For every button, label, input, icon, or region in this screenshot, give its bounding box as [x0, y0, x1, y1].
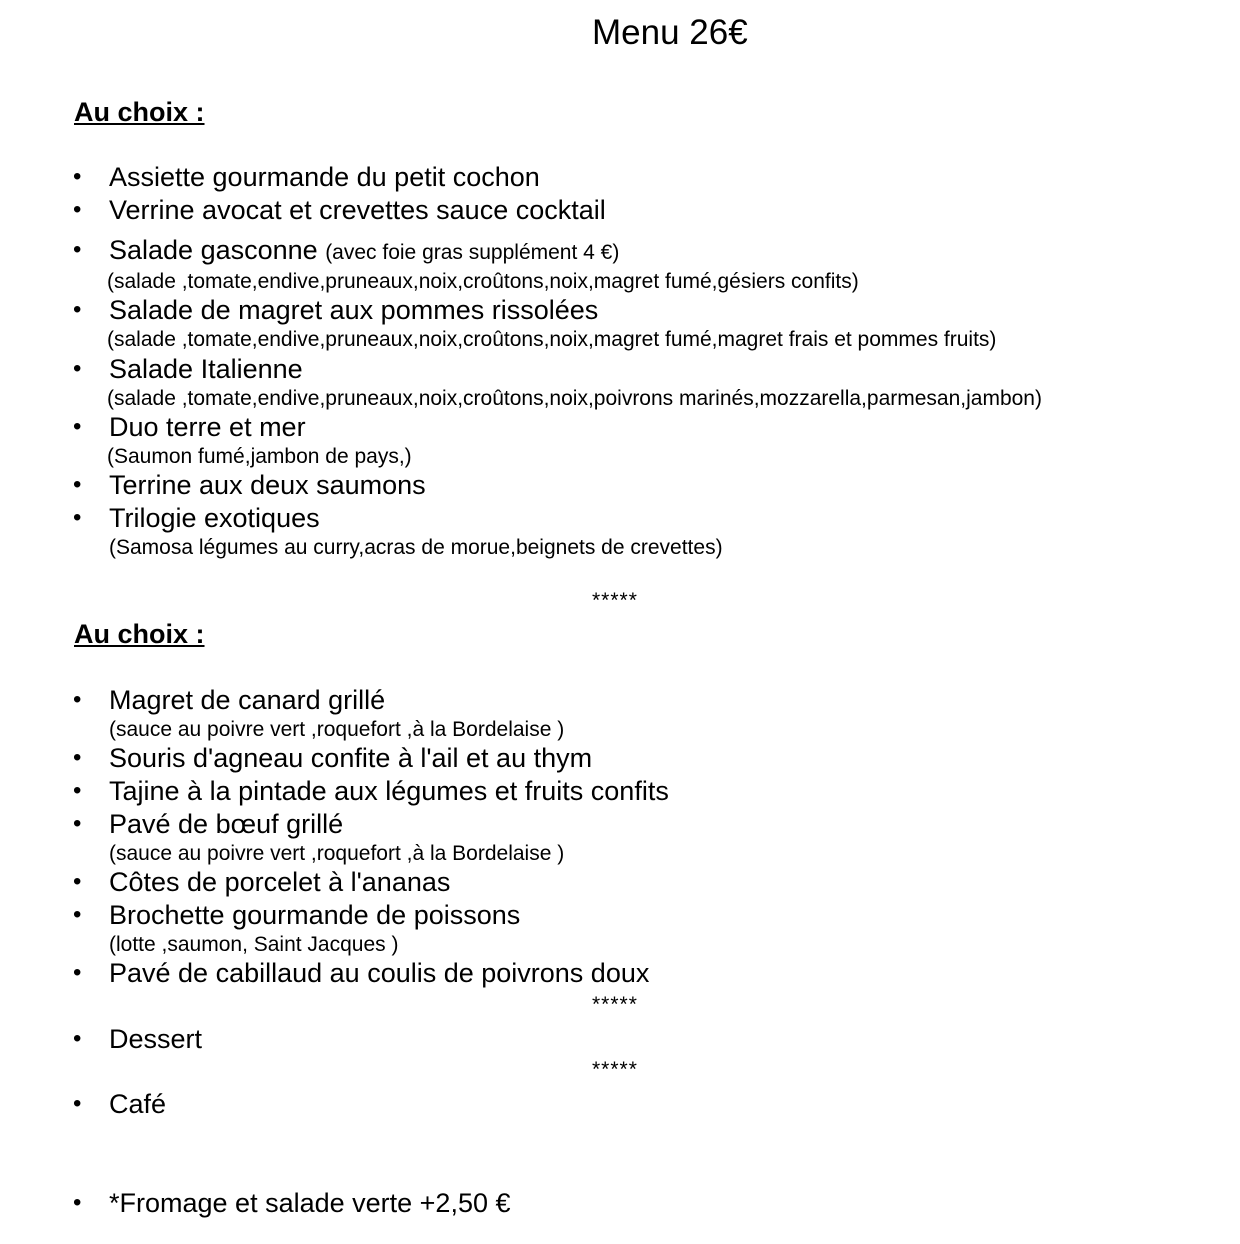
menu-title: Menu 26€: [592, 13, 748, 52]
bullet-icon: •: [73, 504, 82, 531]
starter-item-detail: (Saumon fumé,jambon de pays,): [107, 445, 412, 468]
bullet-icon: •: [73, 744, 82, 771]
main-item-detail: (lotte ,saumon, Saint Jacques ): [109, 933, 399, 956]
separator: *****: [592, 589, 638, 612]
main-item-detail: (sauce au poivre vert ,roquefort ,à la Bordelaise ): [109, 718, 565, 741]
section2-heading: Au choix :: [74, 619, 205, 649]
main-item: Pavé de bœuf grillé: [109, 809, 344, 839]
starter-item: Verrine avocat et crevettes sauce cocktail: [109, 195, 606, 225]
bullet-icon: •: [73, 236, 82, 263]
separator: *****: [592, 1058, 638, 1081]
starter-item: Salade de magret aux pommes rissolées: [109, 295, 599, 325]
bullet-icon: •: [73, 1189, 82, 1216]
bullet-icon: •: [73, 355, 82, 382]
section1-heading: Au choix :: [74, 97, 205, 127]
bullet-icon: •: [73, 471, 82, 498]
starter-item: Terrine aux deux saumons: [109, 470, 426, 500]
main-item: Brochette gourmande de poissons: [109, 900, 521, 930]
bullet-icon: •: [73, 777, 82, 804]
bullet-icon: •: [73, 163, 82, 190]
bullet-icon: •: [73, 196, 82, 223]
starter-item-label: Salade gasconne: [109, 235, 318, 265]
bullet-icon: •: [73, 413, 82, 440]
separator: *****: [592, 993, 638, 1016]
starter-item-detail: (salade ,tomate,endive,pruneaux,noix,croûtons,noix,magret fumé,gésiers confits): [107, 270, 859, 293]
starter-item-detail: (salade ,tomate,endive,pruneaux,noix,croûtons,noix,magret fumé,magret frais et pommes fruits): [107, 328, 997, 351]
supplement-item: *Fromage et salade verte +2,50 €: [109, 1188, 511, 1218]
main-item-detail: (sauce au poivre vert ,roquefort ,à la Bordelaise ): [109, 842, 565, 865]
starter-item-supplement: (avec foie gras supplément 4 €): [325, 241, 620, 264]
main-item: Côtes de porcelet à l'ananas: [109, 867, 451, 897]
starter-item: [109, 235, 619, 266]
bullet-icon: •: [73, 686, 82, 713]
starter-item: Salade Italienne: [109, 354, 303, 384]
bullet-icon: •: [73, 868, 82, 895]
dessert-item: Dessert: [109, 1024, 203, 1054]
starter-item: Duo terre et mer: [109, 412, 306, 442]
bullet-icon: •: [73, 810, 82, 837]
main-item: Magret de canard grillé: [109, 685, 386, 715]
starter-item-detail: (Samosa légumes au curry,acras de morue,beignets de crevettes): [109, 536, 723, 559]
starter-item: Assiette gourmande du petit cochon: [109, 162, 540, 192]
bullet-icon: •: [73, 901, 82, 928]
bullet-icon: •: [73, 959, 82, 986]
main-item: Pavé de cabillaud au coulis de poivrons doux: [109, 958, 650, 988]
bullet-icon: •: [73, 1025, 82, 1052]
main-item: Souris d'agneau confite à l'ail et au thym: [109, 743, 593, 773]
starter-item-detail: (salade ,tomate,endive,pruneaux,noix,croûtons,noix,poivrons marinés,mozzarella,parmesan,jambon): [107, 387, 1042, 410]
main-item: Tajine à la pintade aux légumes et fruits confits: [109, 776, 669, 806]
bullet-icon: •: [73, 296, 82, 323]
bullet-icon: •: [73, 1090, 82, 1117]
cafe-item: Café: [109, 1089, 167, 1119]
starter-item: Trilogie exotiques: [109, 503, 320, 533]
